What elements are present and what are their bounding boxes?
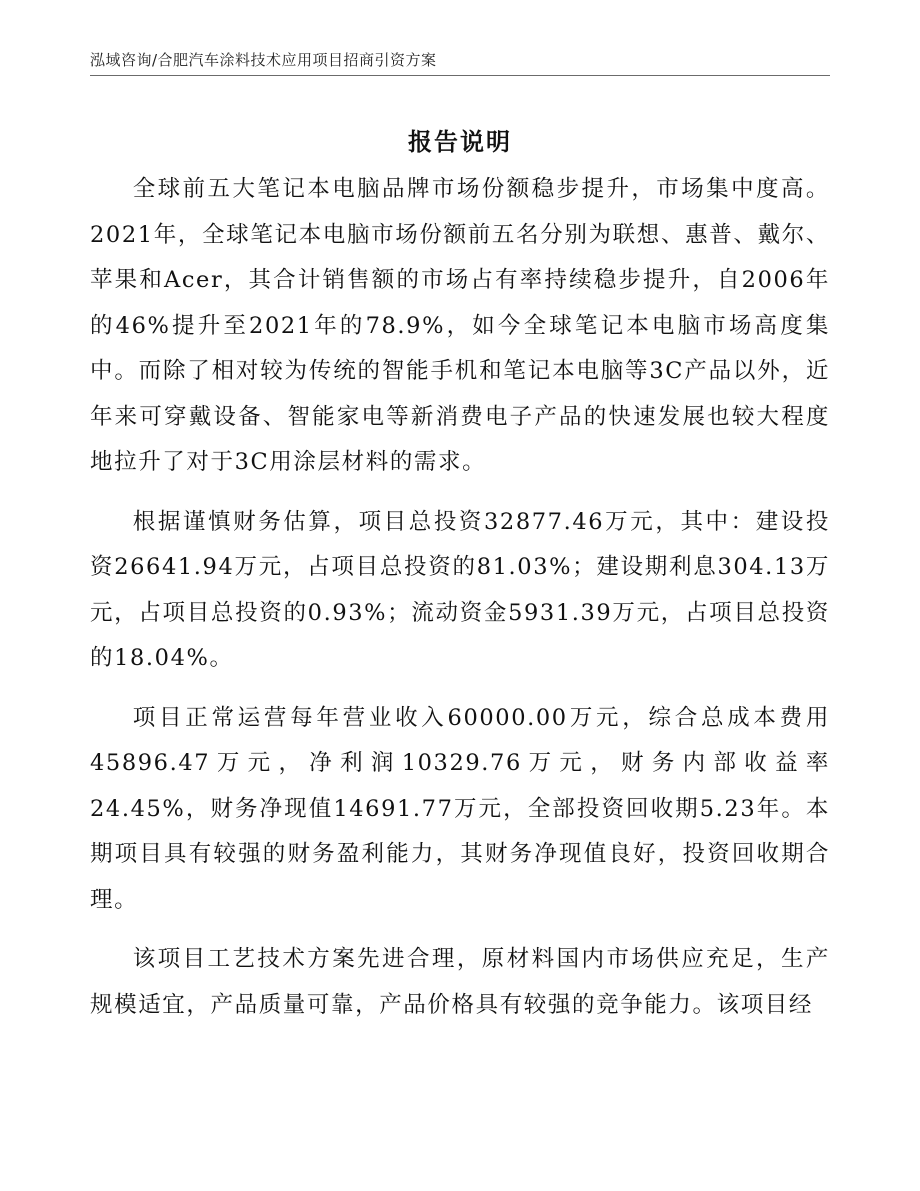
running-header: 泓域咨询/合肥汽车涂料技术应用项目招商引资方案: [90, 51, 437, 69]
paragraph-financial-performance: 项目正常运营每年营业收入60000.00万元，综合总成本费用45896.47万元，净利润10329.76万元，财务内部收益率24.45%，财务净现值14691.77万元，全部投资回收期5.23年。本期项目具有较强的财务盈利能力，其财务净现值良好，投资回收期合理。: [90, 704, 830, 913]
paragraph-market-concentration: 全球前五大笔记本电脑品牌市场份额稳步提升，市场集中度高。2021年，全球笔记本电脑市场份额前五名分别为联想、惠普、戴尔、苹果和Acer，其合计销售额的市场占有率持续稳步提升，自2006年的46%提升至2021年的78.9%，如今全球笔记本电脑市场高度集中。而除了相对较为传统的智能手机和笔记本电脑等3C产品以外，近年来可穿戴设备、智能家电等新消费电子产品的快速发展也较大程度地拉升了对于3C用涂层材料的需求。: [90, 176, 830, 475]
paragraph-technical-assessment: 该项目工艺技术方案先进合理，原材料国内市场供应充足，生产规模适宜，产品质量可靠，产品价格具有较强的竞争能力。该项目经: [90, 946, 830, 1018]
header-divider: [90, 75, 830, 76]
page-title: 报告说明: [408, 128, 512, 156]
paragraph-investment-estimate: 根据谨慎财务估算，项目总投资32877.46万元，其中：建设投资26641.94万元，占项目总投资的81.03%；建设期利息304.13万元，占项目总投资的0.93%；流动资金5931.39万元，占项目总投资的18.04%。: [90, 508, 830, 671]
body-text: [90, 167, 830, 1042]
